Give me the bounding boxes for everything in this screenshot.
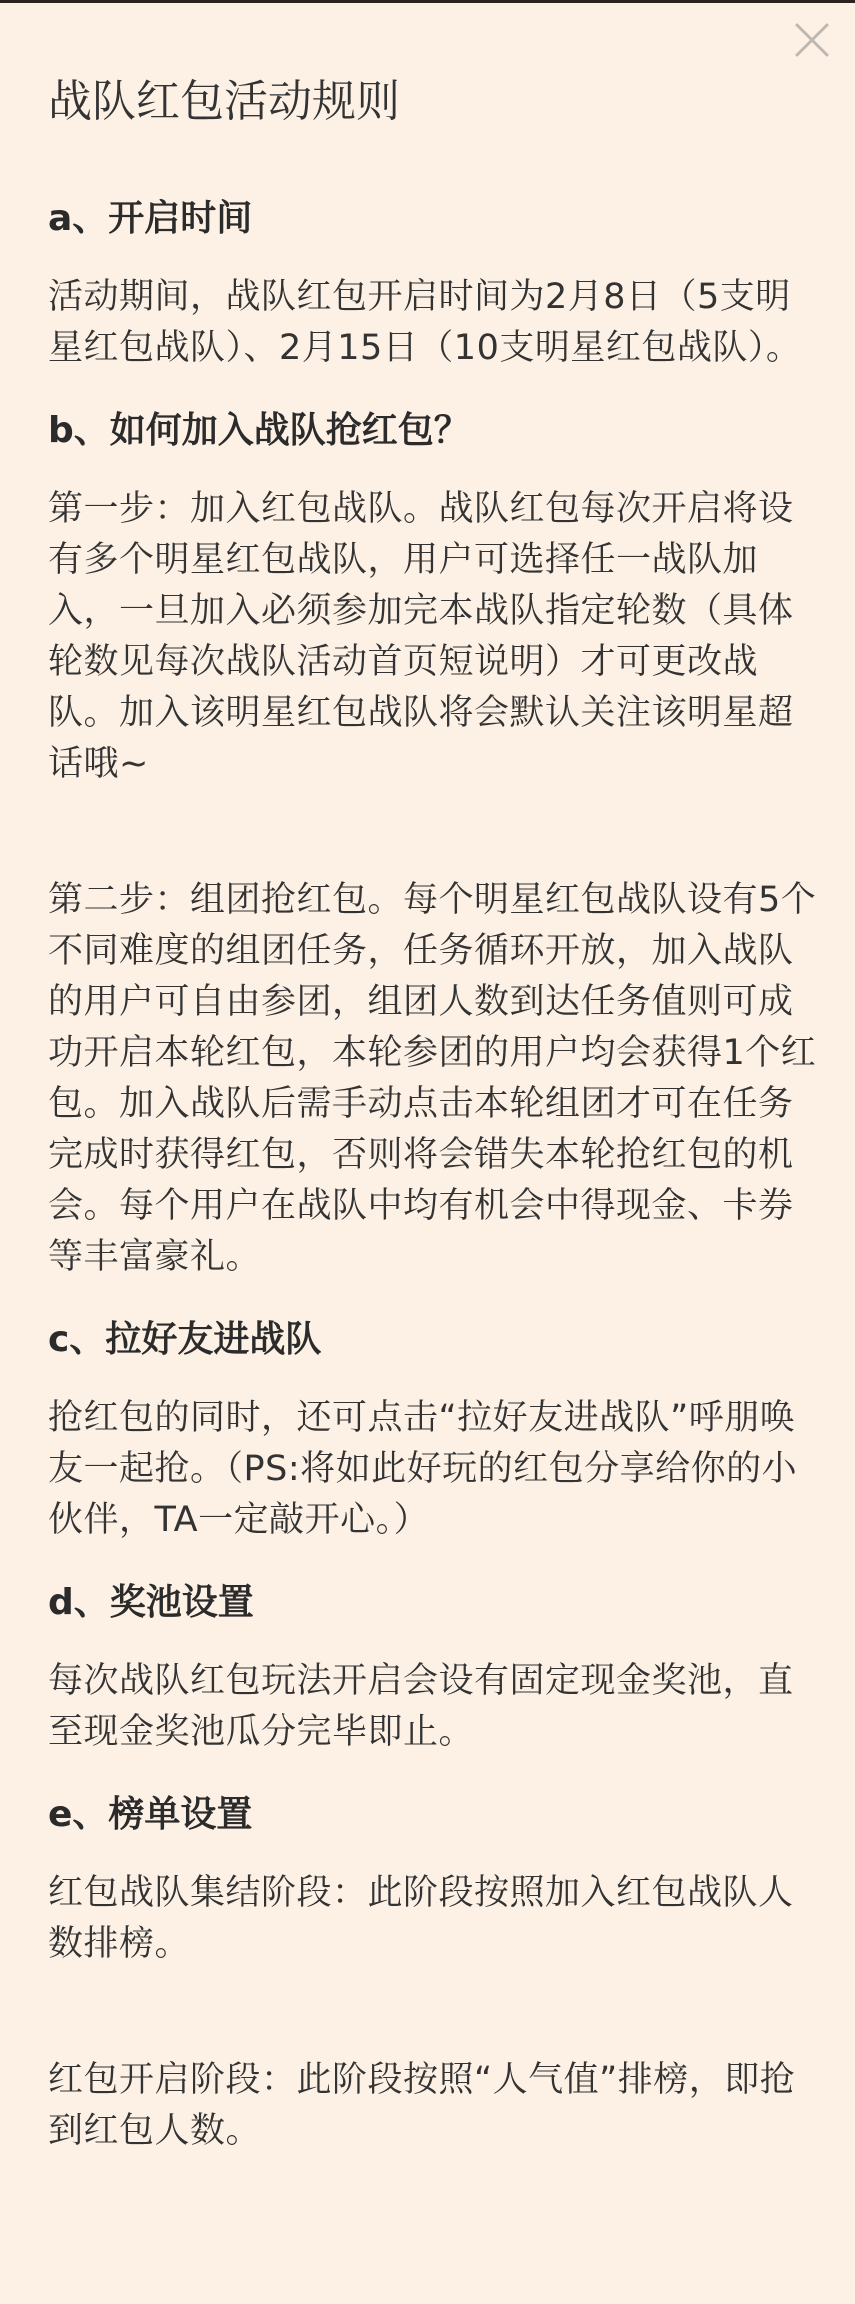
section-paragraph: 第一步：加入红包战队。战队红包每次开启将设有多个明星红包战队，用户可选择任一战队加入，一旦加入必须参加完本战队指定轮数（具体轮数见每次战队活动首页短说明）才可更改战队。加入该明星红包战队将会默认关注该明星超话哦~ xyxy=(48,489,794,784)
section-paragraph: 抢红包的同时，还可点击“拉好友进战队”呼朋唤友一起抢。（PS:将如此好玩的红包分享给你的小伙伴，TA一定敲开心。） xyxy=(48,1398,798,1540)
section-leaderboard xyxy=(48,1790,818,2157)
page-title: 战队红包活动规则 xyxy=(48,76,400,127)
section-prize-pool xyxy=(48,1578,818,1758)
close-icon xyxy=(795,23,829,57)
section-heading: e、榜单设置 xyxy=(48,1794,253,1835)
section-opening-time xyxy=(48,194,818,374)
section-how-to-join xyxy=(48,406,818,1283)
section-heading: b、如何加入战队抢红包？ xyxy=(48,410,470,451)
section-paragraph: 红包战队集结阶段：此阶段按照加入红包战队人数排榜。 xyxy=(48,1873,794,1964)
section-invite-friends xyxy=(48,1315,818,1546)
section-paragraph: 红包开启阶段：此阶段按照“人气值”排榜，即抢到红包人数。 xyxy=(48,2060,796,2151)
top-edge-strip xyxy=(0,0,855,3)
close-button[interactable] xyxy=(790,18,834,62)
section-paragraph: 活动期间，战队红包开启时间为2月8日（5支明星红包战队）、2月15日（10支明星红包战队）。 xyxy=(48,277,802,368)
rules-content xyxy=(48,70,818,2189)
section-paragraph: 第二步：组团抢红包。每个明星红包战队设有5个不同难度的组团任务，任务循环开放，加入战队的用户可自由参团，组团人数到达任务值则可成功开启本轮红包，本轮参团的用户均会获得1个红包。加入战队后需手动点击本轮组团才可在任务完成时获得红包，否则将会错失本轮抢红包的机会。每个用户在战队中均有机会中得现金、卡券等丰富豪礼。 xyxy=(48,880,817,1277)
section-heading: c、拉好友进战队 xyxy=(48,1319,322,1360)
section-heading: d、奖池设置 xyxy=(48,1582,254,1623)
section-paragraph: 每次战队红包玩法开启会设有固定现金奖池，直至现金奖池瓜分完毕即止。 xyxy=(48,1661,794,1752)
section-heading: a、开启时间 xyxy=(48,198,253,239)
